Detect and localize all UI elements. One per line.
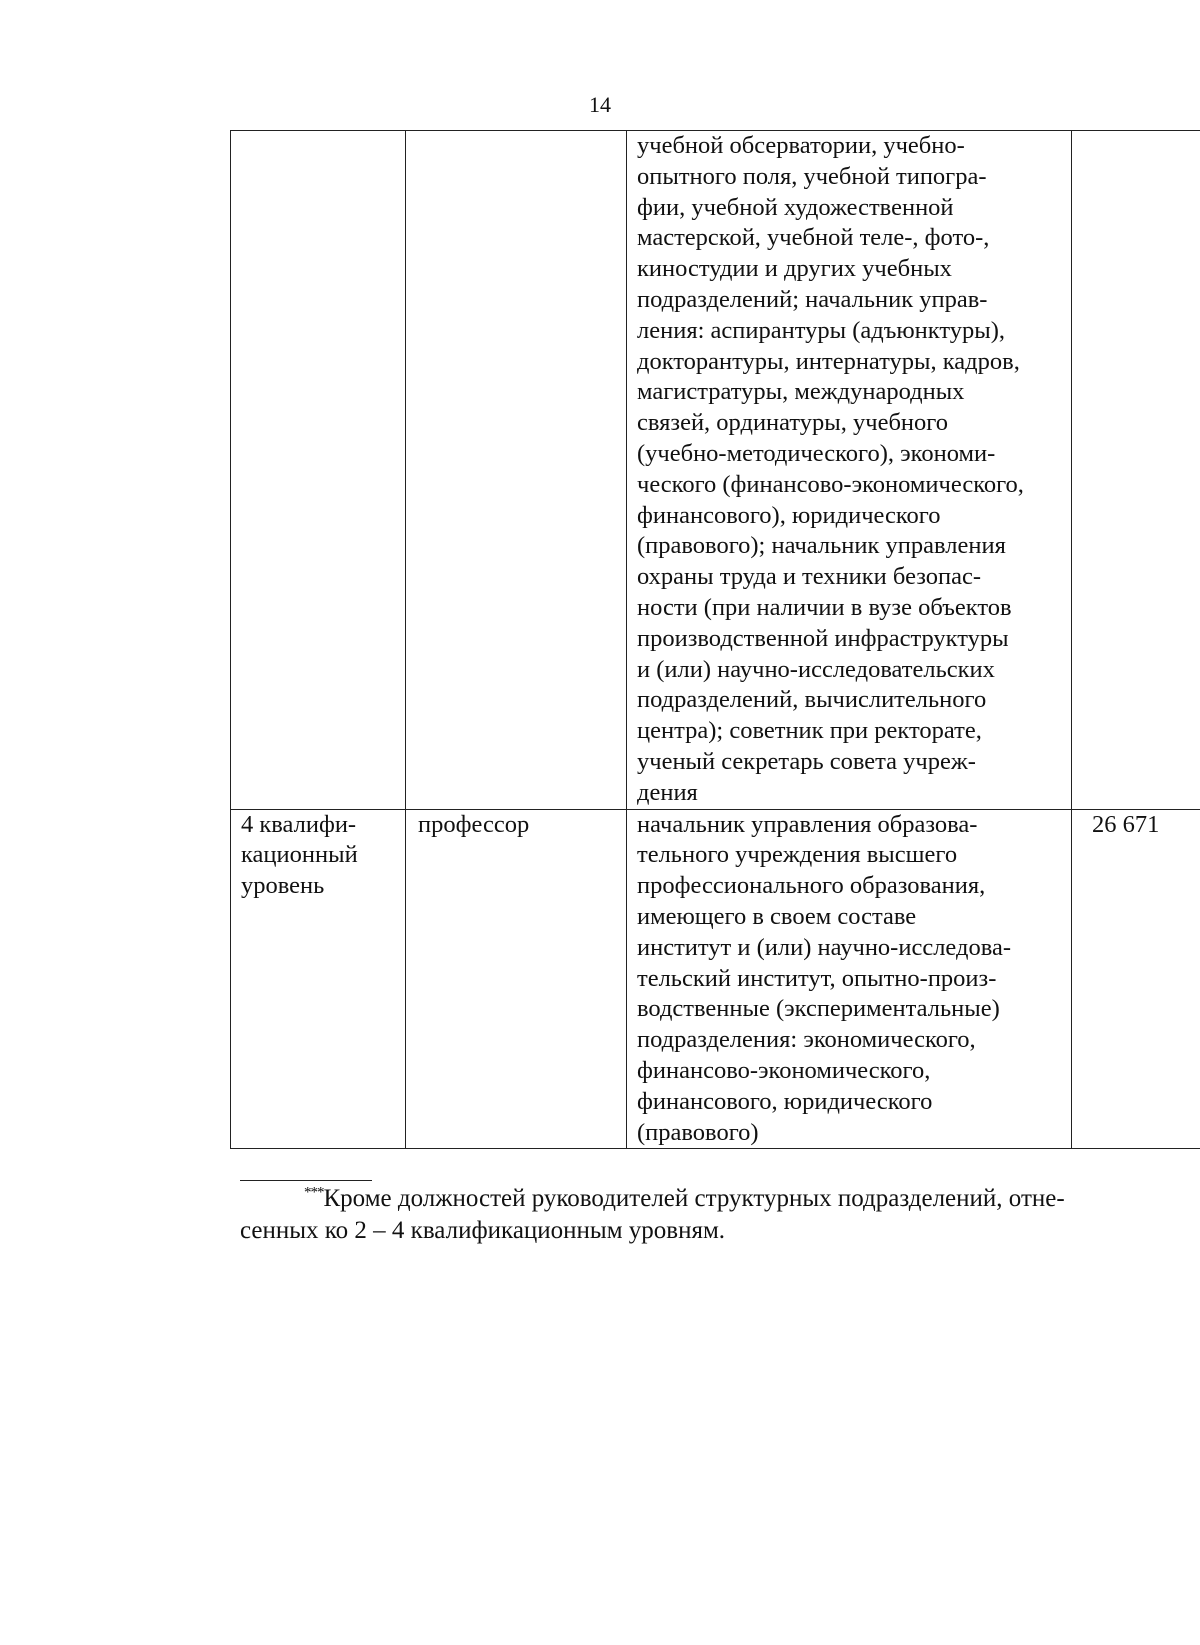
- cell-text-line: уровень: [241, 872, 325, 900]
- cell-text-line: подразделений, вычислительного: [637, 686, 987, 714]
- cell-text-line: ления: аспирантуры (адъюнктуры),: [637, 316, 1005, 344]
- cell-position: [406, 131, 627, 810]
- cell-text-line: институт и (или) научно-исследова-: [637, 933, 1011, 961]
- cell-text-line: финансово-экономического,: [637, 1056, 931, 1084]
- page-number: 14: [589, 92, 611, 117]
- cell-text-line: подразделений; начальник управ-: [637, 285, 988, 313]
- cell-text-line: мастерской, учебной теле-, фото-,: [637, 224, 990, 252]
- cell-text-line: 4 квалифи-: [241, 810, 357, 838]
- footnote-mark: ***: [304, 1184, 324, 1201]
- cell-text-line: ческого (финансово-экономического,: [637, 470, 1024, 498]
- cell-position: [406, 809, 627, 1149]
- footnote-text-1: Кроме должностей руководителей структурных подразделений, отне-: [323, 1185, 1065, 1212]
- cell-text-line: профессионального образования,: [637, 872, 986, 900]
- cell-text-line: охраны труда и техники безопас-: [637, 563, 982, 591]
- cell-text-line: (правового); начальник управления: [637, 532, 1006, 560]
- footnote-line-1: [240, 1183, 1120, 1215]
- cell-text-line: (правового): [637, 1118, 759, 1146]
- cell-text-line: финансового), юридического: [637, 501, 941, 529]
- cell-text-line: докторантуры, интернатуры, кадров,: [637, 347, 1020, 375]
- cell-salary: 26 671: [1072, 809, 1200, 1149]
- cell-text-line: дения: [637, 778, 698, 806]
- cell-text-line: ности (при наличии в вузе объектов: [637, 593, 1012, 621]
- cell-text-line: производственной инфраструктуры: [637, 624, 1009, 652]
- footnote: [240, 1183, 1120, 1247]
- table-row: [231, 131, 1200, 810]
- cell-text-line: ученый секретарь совета учреж-: [637, 747, 976, 775]
- footnote-separator: [240, 1180, 372, 1181]
- cell-text-line: финансового, юридического: [637, 1087, 933, 1115]
- cell-text-line: имеющего в своем составе: [637, 902, 917, 930]
- cell-text-line: центра); советник при ректорате,: [637, 717, 982, 745]
- cell-text-line: связей, ординатуры, учебного: [637, 409, 948, 437]
- cell-text-line: тельного учреждения высшего: [637, 841, 958, 869]
- cell-text-line: учебной обсерватории, учебно-: [637, 132, 965, 159]
- salary-table: [230, 130, 1200, 1149]
- cell-qualification-level: [231, 131, 406, 810]
- cell-text-line: профессор: [418, 810, 530, 838]
- cell-description: [627, 131, 1072, 810]
- cell-text-line: киностудии и других учебных: [637, 255, 952, 283]
- cell-salary: [1072, 131, 1200, 810]
- cell-description: [627, 809, 1072, 1149]
- cell-text-line: кационный: [241, 841, 358, 869]
- cell-qualification-level: [231, 809, 406, 1149]
- cell-text-line: фии, учебной художественной: [637, 193, 954, 221]
- cell-text-line: водственные (экспериментальные): [637, 995, 1000, 1023]
- cell-text-line: подразделения: экономического,: [637, 1026, 976, 1054]
- table-row: [231, 809, 1200, 1149]
- cell-text-line: и (или) научно-исследовательских: [637, 655, 995, 683]
- cell-text-line: опытного поля, учебной типогра-: [637, 162, 987, 190]
- cell-text-line: магистратуры, международных: [637, 378, 965, 406]
- cell-text-line: (учебно-методического), экономи-: [637, 439, 996, 467]
- cell-text-line: тельский институт, опытно-произ-: [637, 964, 997, 992]
- footnote-line-2: сенных ко 2 – 4 квалификационным уровням.: [240, 1217, 726, 1244]
- cell-text-line: начальник управления образова-: [637, 810, 978, 838]
